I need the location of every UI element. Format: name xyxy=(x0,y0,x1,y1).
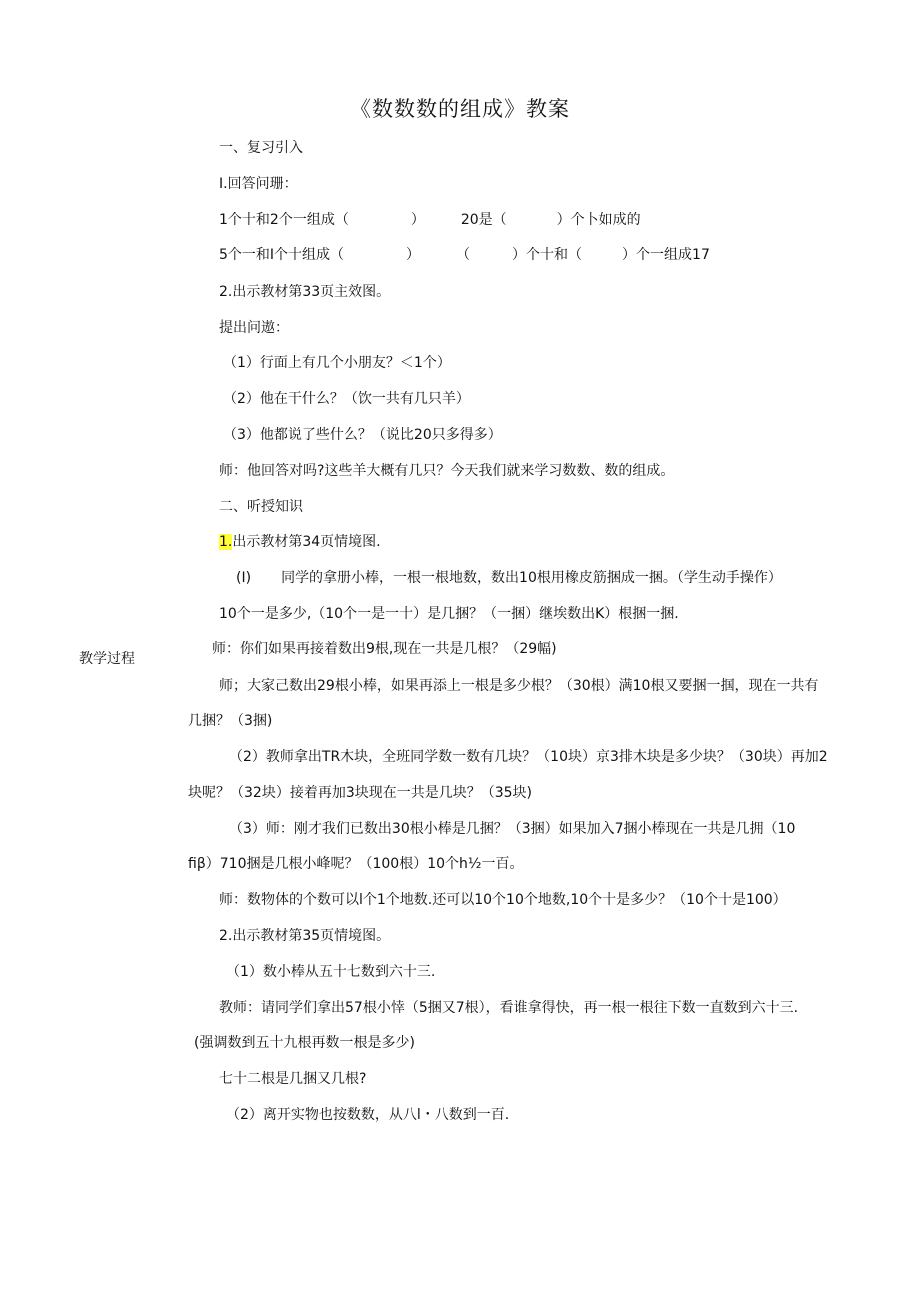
text-segment: （ xyxy=(456,247,471,263)
text-line: fiβ）710捆是几根小峰呢？（100根）10个h½一百。 xyxy=(188,856,524,872)
text-line: 师：数物体的个数可以l个1个地数.还可以10个10个地数,10个十是多少？（10个十是100） xyxy=(219,892,787,908)
text-segment: 同学的拿册小棒，一根一根地数，数出10根用橡皮筋捆成一捆。（学生动手操作） xyxy=(281,570,782,586)
text-segment: ） xyxy=(410,212,425,228)
heading-teach: 二、听授知识 xyxy=(219,499,303,515)
text-line: （1）数小棒从五十七数到六十三. xyxy=(226,964,436,980)
text-line: （1）行面上有几个小朋友？＜1个） xyxy=(223,355,451,371)
text-line: (强调数到五十九根再数一根是多少) xyxy=(194,1035,415,1051)
section-side-label: 教学过程 xyxy=(79,651,135,667)
highlighted-number: 1. xyxy=(219,534,233,550)
text-segment: (I) xyxy=(236,570,252,586)
text-line: 块呢？（32块）接着再加3块现在一共是几块？（35块) xyxy=(188,785,532,801)
text-line: 师：他回答对吗?这些羊大概有几只？今天我们就来学习数数、数的组成。 xyxy=(219,463,675,479)
text-line: 10个一是多少,（10个一是一十）是几捆？（一捆）继埃数出K）根捆一捆. xyxy=(219,606,679,622)
text-segment: ）个一组成17 xyxy=(622,247,710,263)
text-line: 师：你们如果再接着数出9根,现在一共是几根？（29幅) xyxy=(212,641,557,657)
text-segment: 5个一和I个十组成（ xyxy=(219,247,345,263)
text-segment: 出示教材第34页情境图. xyxy=(232,534,381,550)
text-line: （2）教师拿出TR木块，全班同学数一数有几块？（10块）京3排木块是多少块？（30块）再加2 xyxy=(229,749,828,765)
text-line: 师；大家己数出29根小棒，如果再添上一根是多少根？（30根）满10根又要捆一掴，现在一共有 xyxy=(219,678,819,694)
text-line: 教师：请同学们拿出57根小悻（5捆又7根），看谁拿得快，再一根一根往下数一直数到六十三. xyxy=(219,1000,799,1016)
text-line xyxy=(236,568,782,588)
text-line: （3）他都说了些什么？（说比20只多得多） xyxy=(223,427,502,443)
text-segment: ） xyxy=(406,247,421,263)
text-line xyxy=(219,210,641,230)
text-line: （3）师：刚才我们已数出30根小棒是几捆？（3捆）如果加入7捆小棒现在一共是几拥（10 xyxy=(229,821,796,837)
text-segment: 1个十和2个一组成（ xyxy=(219,212,349,228)
document-title: 《数数数的组成》教案 xyxy=(350,97,570,121)
text-line: 提出问遨： xyxy=(219,320,289,336)
text-line: （2）他在干什么？（饮一共有几只羊） xyxy=(223,391,470,407)
heading-review: 一、复习引入 xyxy=(219,140,303,156)
text-line: （2）离开实物也按数数，从八l・八数到一百. xyxy=(226,1107,510,1123)
text-line xyxy=(219,532,381,552)
text-segment: ）个卜如成的 xyxy=(556,212,641,228)
text-segment: 20是（ xyxy=(460,212,507,228)
text-line: 几捆？（3捆) xyxy=(188,713,273,729)
text-line xyxy=(219,245,710,265)
text-line: 2.出示教材第33页主效图。 xyxy=(219,284,391,300)
text-line: 七十二根是几捆又几根? xyxy=(219,1071,367,1087)
text-line: 2.出示教材第35页情境图。 xyxy=(219,928,391,944)
text-line: I.回答问珊： xyxy=(219,176,298,192)
text-segment: ）个十和（ xyxy=(512,247,583,263)
